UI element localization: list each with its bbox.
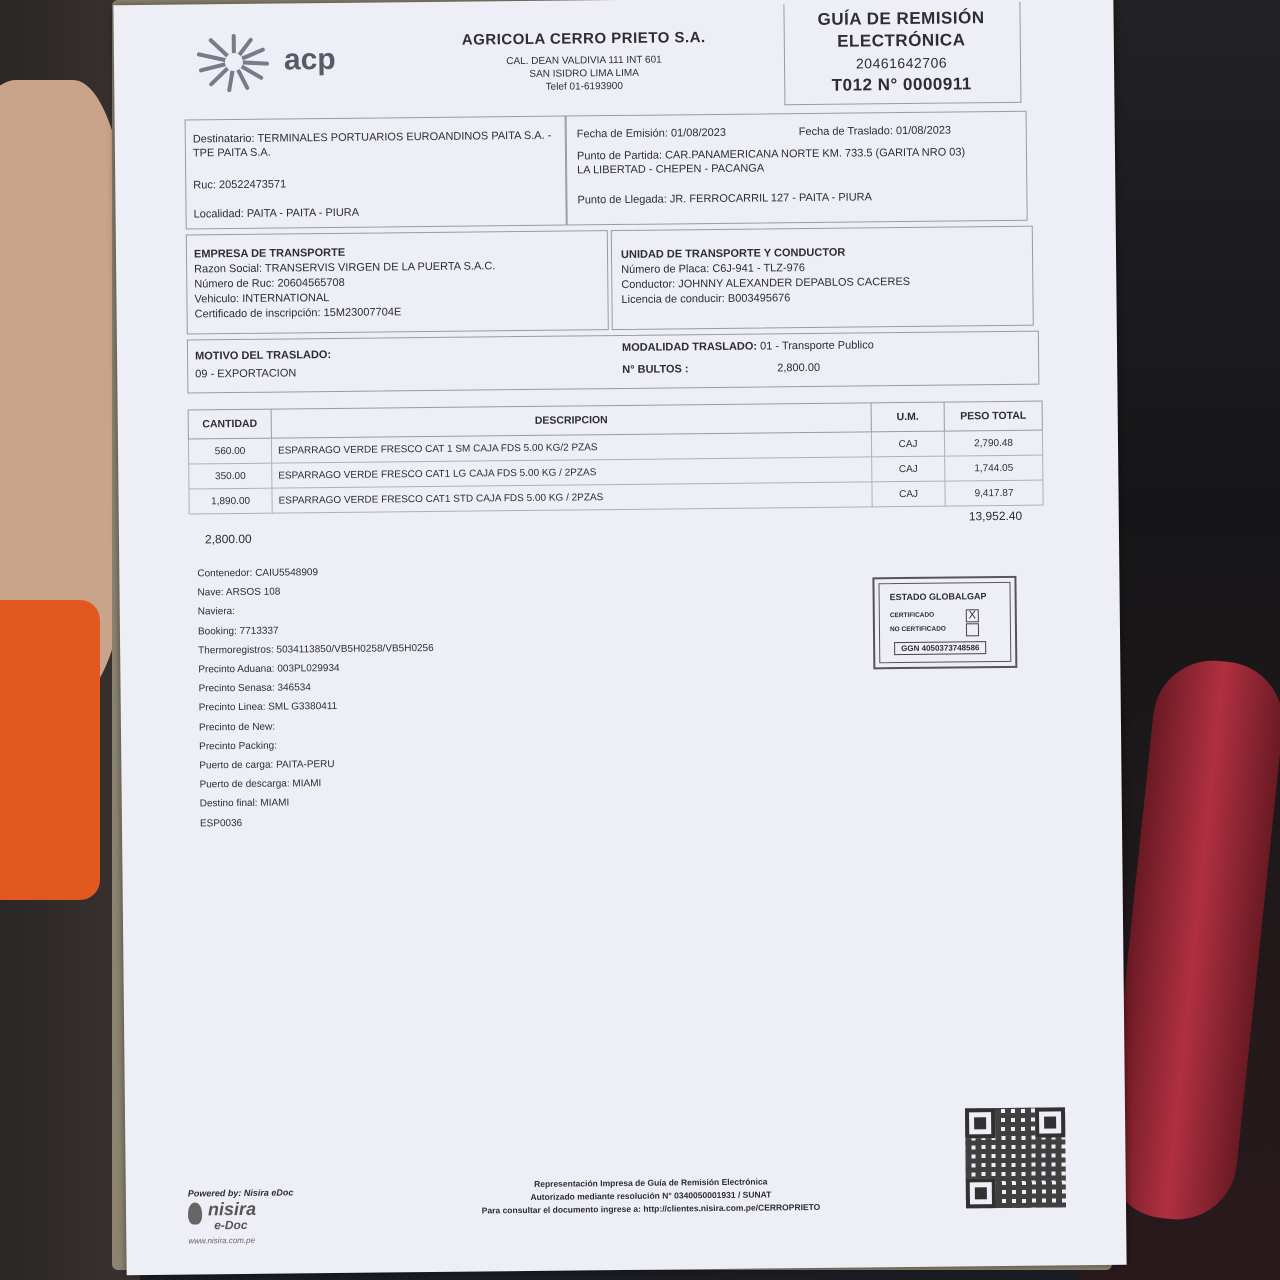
motivo-box bbox=[187, 331, 1040, 394]
cert-line bbox=[195, 306, 402, 320]
qr-finder-bottom-left bbox=[966, 1178, 996, 1208]
traslado-value: 01/08/2023 bbox=[895, 124, 952, 138]
qr-code-icon bbox=[965, 1107, 1066, 1208]
placa-line bbox=[621, 262, 805, 276]
detail-naviera: Naviera: bbox=[197, 606, 236, 618]
partida-line-2: LA LIBERTAD - CHEPEN - PACANGA bbox=[577, 162, 765, 177]
transport-ruc-label: Número de Ruc: bbox=[194, 277, 275, 291]
detail-precinto-aduana: Precinto Aduana: 003PL029934 bbox=[198, 662, 340, 676]
cell-um: CAJ bbox=[872, 456, 945, 482]
placa-label: Número de Placa: bbox=[621, 263, 710, 276]
col-descripcion: DESCRIPCION bbox=[271, 403, 871, 438]
no-certificado-label: NO CERTIFICADO bbox=[889, 625, 946, 634]
issuer-ruc: 20461642706 bbox=[855, 54, 948, 72]
detail-precinto-senasa: Precinto Senasa: 346534 bbox=[198, 682, 311, 695]
footer-line-2: Autorizado mediante resolución N° 0340050001931 / SUNAT bbox=[530, 1189, 772, 1202]
cell-cantidad: 560.00 bbox=[188, 438, 271, 464]
llegada-label: Punto de Llegada: bbox=[577, 193, 667, 207]
qr-finder-top-left bbox=[965, 1108, 995, 1138]
cell-um: CAJ bbox=[872, 481, 945, 507]
cell-descripcion: ESPARRAGO VERDE FRESCO CAT1 LG CAJA FDS 5.00 KG / 2PZAS bbox=[272, 457, 872, 488]
recipient-ruc bbox=[193, 178, 286, 191]
nisira-site: www.nisira.com.pe bbox=[188, 1235, 256, 1246]
company-logo-icon bbox=[189, 32, 280, 93]
razon-label: Razon Social: bbox=[194, 262, 263, 276]
transport-ruc-value: 20604565708 bbox=[277, 276, 345, 290]
traslado-line bbox=[799, 125, 951, 139]
certificado-checkbox: X bbox=[966, 609, 979, 622]
modalidad-label: MODALIDAD TRASLADO: bbox=[621, 340, 758, 354]
detail-precinto-new: Precinto de New: bbox=[198, 721, 276, 734]
total-weight: 13,952.40 bbox=[968, 508, 1023, 524]
motivo-value: 09 - EXPORTACION bbox=[195, 367, 297, 381]
company-address-1: CAL. DEAN VALDIVIA 111 INT 601 bbox=[506, 54, 662, 68]
detail-booking: Booking: 7713337 bbox=[197, 625, 279, 638]
detail-nave: Nave: ARSOS 108 bbox=[197, 586, 281, 599]
conductor-label: Conductor: bbox=[621, 278, 676, 291]
cell-peso: 2,790.48 bbox=[944, 430, 1042, 456]
ggn-number: GGN 4050373748586 bbox=[894, 641, 986, 655]
doc-title-2: ELECTRÓNICA bbox=[837, 30, 966, 51]
col-peso: PESO TOTAL bbox=[944, 401, 1042, 431]
nisira-brand: nisira bbox=[207, 1198, 257, 1220]
detail-thermoregistros: Thermoregistros: 5034113850/VB5H0258/VB5H0256 bbox=[198, 642, 434, 657]
company-address-2: SAN ISIDRO LIMA LIMA bbox=[529, 67, 639, 80]
total-quantity: 2,800.00 bbox=[204, 531, 252, 547]
footer-line-3: Para consultar el documento ingrese a: http://clientes.nisira.com.pe/CERROPRIETO bbox=[481, 1201, 821, 1216]
licencia-value: B003495676 bbox=[727, 292, 791, 305]
detail-puerto-carga: Puerto de carga: PAITA-PERU bbox=[199, 759, 335, 772]
nisira-edoc: e-Doc bbox=[214, 1217, 248, 1233]
powered-by: Powered by: Nisira eDoc bbox=[187, 1187, 294, 1199]
cert-label: Certificado de inscripción: bbox=[194, 307, 321, 321]
ruc-label: Ruc: bbox=[193, 179, 216, 192]
bultos-label: N° BULTOS : bbox=[622, 363, 689, 376]
bultos-value: 2,800.00 bbox=[777, 361, 821, 375]
recipient-localidad bbox=[194, 207, 360, 221]
globalgap-title: ESTADO GLOBALGAP bbox=[889, 591, 987, 603]
detail-precinto-packing: Precinto Packing: bbox=[199, 740, 278, 753]
document-sheet bbox=[113, 0, 1126, 1275]
cell-peso: 9,417.87 bbox=[945, 480, 1043, 506]
conductor-value: JOHNNY ALEXANDER DEPABLOS CACERES bbox=[678, 275, 911, 291]
items-table bbox=[188, 401, 1044, 515]
motivo-heading: MOTIVO DEL TRASLADO: bbox=[194, 349, 332, 363]
details-list bbox=[197, 562, 435, 833]
company-phone: Telef 01-6193900 bbox=[545, 80, 623, 93]
licencia-label: Licencia de conducir: bbox=[621, 292, 725, 306]
licencia-line bbox=[621, 292, 790, 306]
footer-line-1: Representación Impresa de Guía de Remisión Electrónica bbox=[534, 1176, 768, 1189]
modalidad-value: 01 - Transporte Publico bbox=[760, 339, 874, 353]
cell-peso: 1,744.05 bbox=[945, 455, 1043, 481]
emision-label: Fecha de Emisión: bbox=[576, 127, 668, 141]
certificado-label: CERTIFICADO bbox=[889, 611, 935, 620]
llegada-value: JR. FERROCARRIL 127 - PAITA - PIURA bbox=[669, 191, 872, 206]
detail-esp: ESP0036 bbox=[199, 817, 243, 830]
company-name: AGRICOLA CERRO PRIETO S.A. bbox=[461, 29, 706, 49]
no-certificado-checkbox bbox=[966, 623, 979, 636]
orange-sleeve bbox=[0, 600, 100, 900]
doc-title-1: GUÍA DE REMISIÓN bbox=[817, 8, 985, 29]
cell-descripcion: ESPARRAGO VERDE FRESCO CAT 1 SM CAJA FDS 5.00 KG/2 PZAS bbox=[271, 432, 871, 463]
cell-um: CAJ bbox=[871, 431, 944, 457]
nisira-drop-icon bbox=[188, 1202, 202, 1224]
detail-precinto-linea: Precinto Linea: SML G3380411 bbox=[198, 701, 338, 714]
qr-finder-top-right bbox=[1035, 1107, 1065, 1137]
detail-contenedor: Contenedor: CAIU5548909 bbox=[197, 567, 319, 580]
detail-destino-final: Destino final: MIAMI bbox=[199, 797, 290, 810]
destinatario-label: Destinatario: bbox=[192, 132, 255, 146]
partida-value: CAR.PANAMERICANA NORTE KM. 733.5 (GARITA NRO 03) bbox=[664, 146, 966, 162]
recipient-line bbox=[193, 129, 563, 161]
cell-descripcion: ESPARRAGO VERDE FRESCO CAT1 STD CAJA FDS 5.00 KG / 2PZAS bbox=[272, 482, 872, 513]
razon-value: TRANSERVIS VIRGEN DE LA PUERTA S.A.C. bbox=[264, 260, 496, 275]
cert-value: 15M23007704E bbox=[323, 306, 402, 320]
unit-heading: UNIDAD DE TRANSPORTE Y CONDUCTOR bbox=[620, 246, 846, 261]
doc-number: T012 N° 0000911 bbox=[831, 74, 972, 95]
destinatario-value: TERMINALES PORTUARIOS EUROANDINOS PAITA S.A. - TPE PAITA S.A. bbox=[192, 129, 552, 160]
cell-cantidad: 350.00 bbox=[189, 463, 272, 489]
emision-value: 01/08/2023 bbox=[670, 126, 727, 140]
logo-word: acp bbox=[283, 42, 336, 77]
transport-ruc-line bbox=[194, 277, 345, 291]
traslado-label: Fecha de Traslado: bbox=[798, 125, 893, 139]
col-um: U.M. bbox=[871, 402, 944, 432]
vehiculo-value: INTERNATIONAL bbox=[242, 292, 330, 305]
globalgap-inner bbox=[878, 582, 1011, 663]
emision-line bbox=[577, 127, 726, 141]
transport-heading: EMPRESA DE TRANSPORTE bbox=[193, 246, 346, 261]
globalgap-stamp bbox=[872, 576, 1017, 670]
col-cantidad: CANTIDAD bbox=[188, 409, 271, 439]
vehiculo-label: Vehiculo: bbox=[194, 292, 240, 306]
vehiculo-line bbox=[194, 292, 329, 305]
placa-value: C6J-941 - TLZ-976 bbox=[712, 262, 806, 276]
localidad-value: PAITA - PAITA - PIURA bbox=[246, 206, 360, 220]
partida-label: Punto de Partida: bbox=[576, 149, 663, 163]
localidad-label: Localidad: bbox=[193, 207, 244, 221]
cell-cantidad: 1,890.00 bbox=[189, 488, 272, 514]
ruc-value: 20522473571 bbox=[218, 178, 287, 192]
detail-puerto-descarga: Puerto de descarga: MIAMI bbox=[199, 778, 322, 791]
